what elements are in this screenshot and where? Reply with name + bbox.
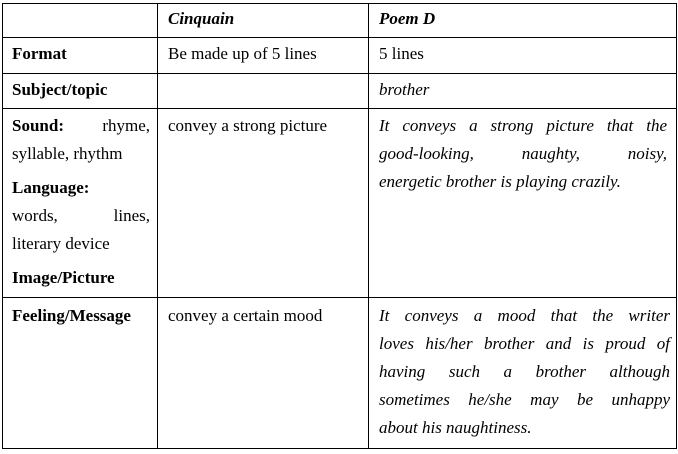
sound-title: Sound:: [12, 116, 64, 135]
row-label-format: Format: [12, 44, 67, 63]
poem-format-cell: 5 lines: [379, 44, 424, 63]
sound-text: rhyme,: [102, 116, 150, 135]
cinquain-sound-cell: convey a strong picture: [168, 116, 328, 135]
row-label-sound-language-image: [12, 112, 150, 292]
poem-line: energetic brother is playing crazily.: [379, 172, 621, 191]
cinquain-feeling-cell: convey a certain mood: [168, 306, 323, 325]
language-line-2: literary device: [12, 234, 110, 253]
language-line-1: [12, 202, 150, 230]
poem-line: about his naughtiness.: [379, 418, 532, 437]
language-title: Language:: [12, 178, 90, 197]
column-divider: [368, 3, 369, 449]
table-border-bottom: [2, 448, 677, 449]
row-divider: [2, 297, 677, 298]
comparison-table: [2, 3, 677, 449]
sound-line-1: [12, 112, 150, 140]
poem-line: loves his/her brother and is proud of: [379, 334, 670, 353]
header-cinquain: Cinquain: [168, 9, 235, 28]
language-word: words,: [12, 206, 58, 225]
column-divider: [157, 3, 158, 449]
poem-line: It conveys a mood that the writer: [379, 306, 670, 325]
poem-line: It conveys a strong picture that the: [379, 116, 667, 135]
table-border-right: [676, 3, 677, 449]
row-label-subject: Subject/topic: [12, 80, 108, 99]
row-divider: [2, 108, 677, 109]
row-divider: [2, 37, 677, 38]
poem-line: having such a brother although: [379, 362, 670, 381]
poem-line: good-looking, naughty, noisy,: [379, 144, 667, 163]
cinquain-format-cell: Be made up of 5 lines: [168, 44, 317, 63]
sound-line-2: syllable, rhythm: [12, 144, 123, 163]
row-divider: [2, 73, 677, 74]
image-title: Image/Picture: [12, 268, 115, 287]
table-border-top: [2, 3, 677, 4]
poem-feeling-cell: [379, 302, 670, 442]
header-poem-d: Poem D: [379, 9, 436, 28]
language-lines: lines,: [113, 206, 150, 225]
row-label-feeling: Feeling/Message: [12, 306, 131, 325]
poem-line: sometimes he/she may be unhappy: [379, 390, 670, 409]
table-border-left: [2, 3, 3, 449]
poem-sound-cell: [379, 112, 667, 196]
poem-subject-cell: brother: [379, 80, 430, 99]
